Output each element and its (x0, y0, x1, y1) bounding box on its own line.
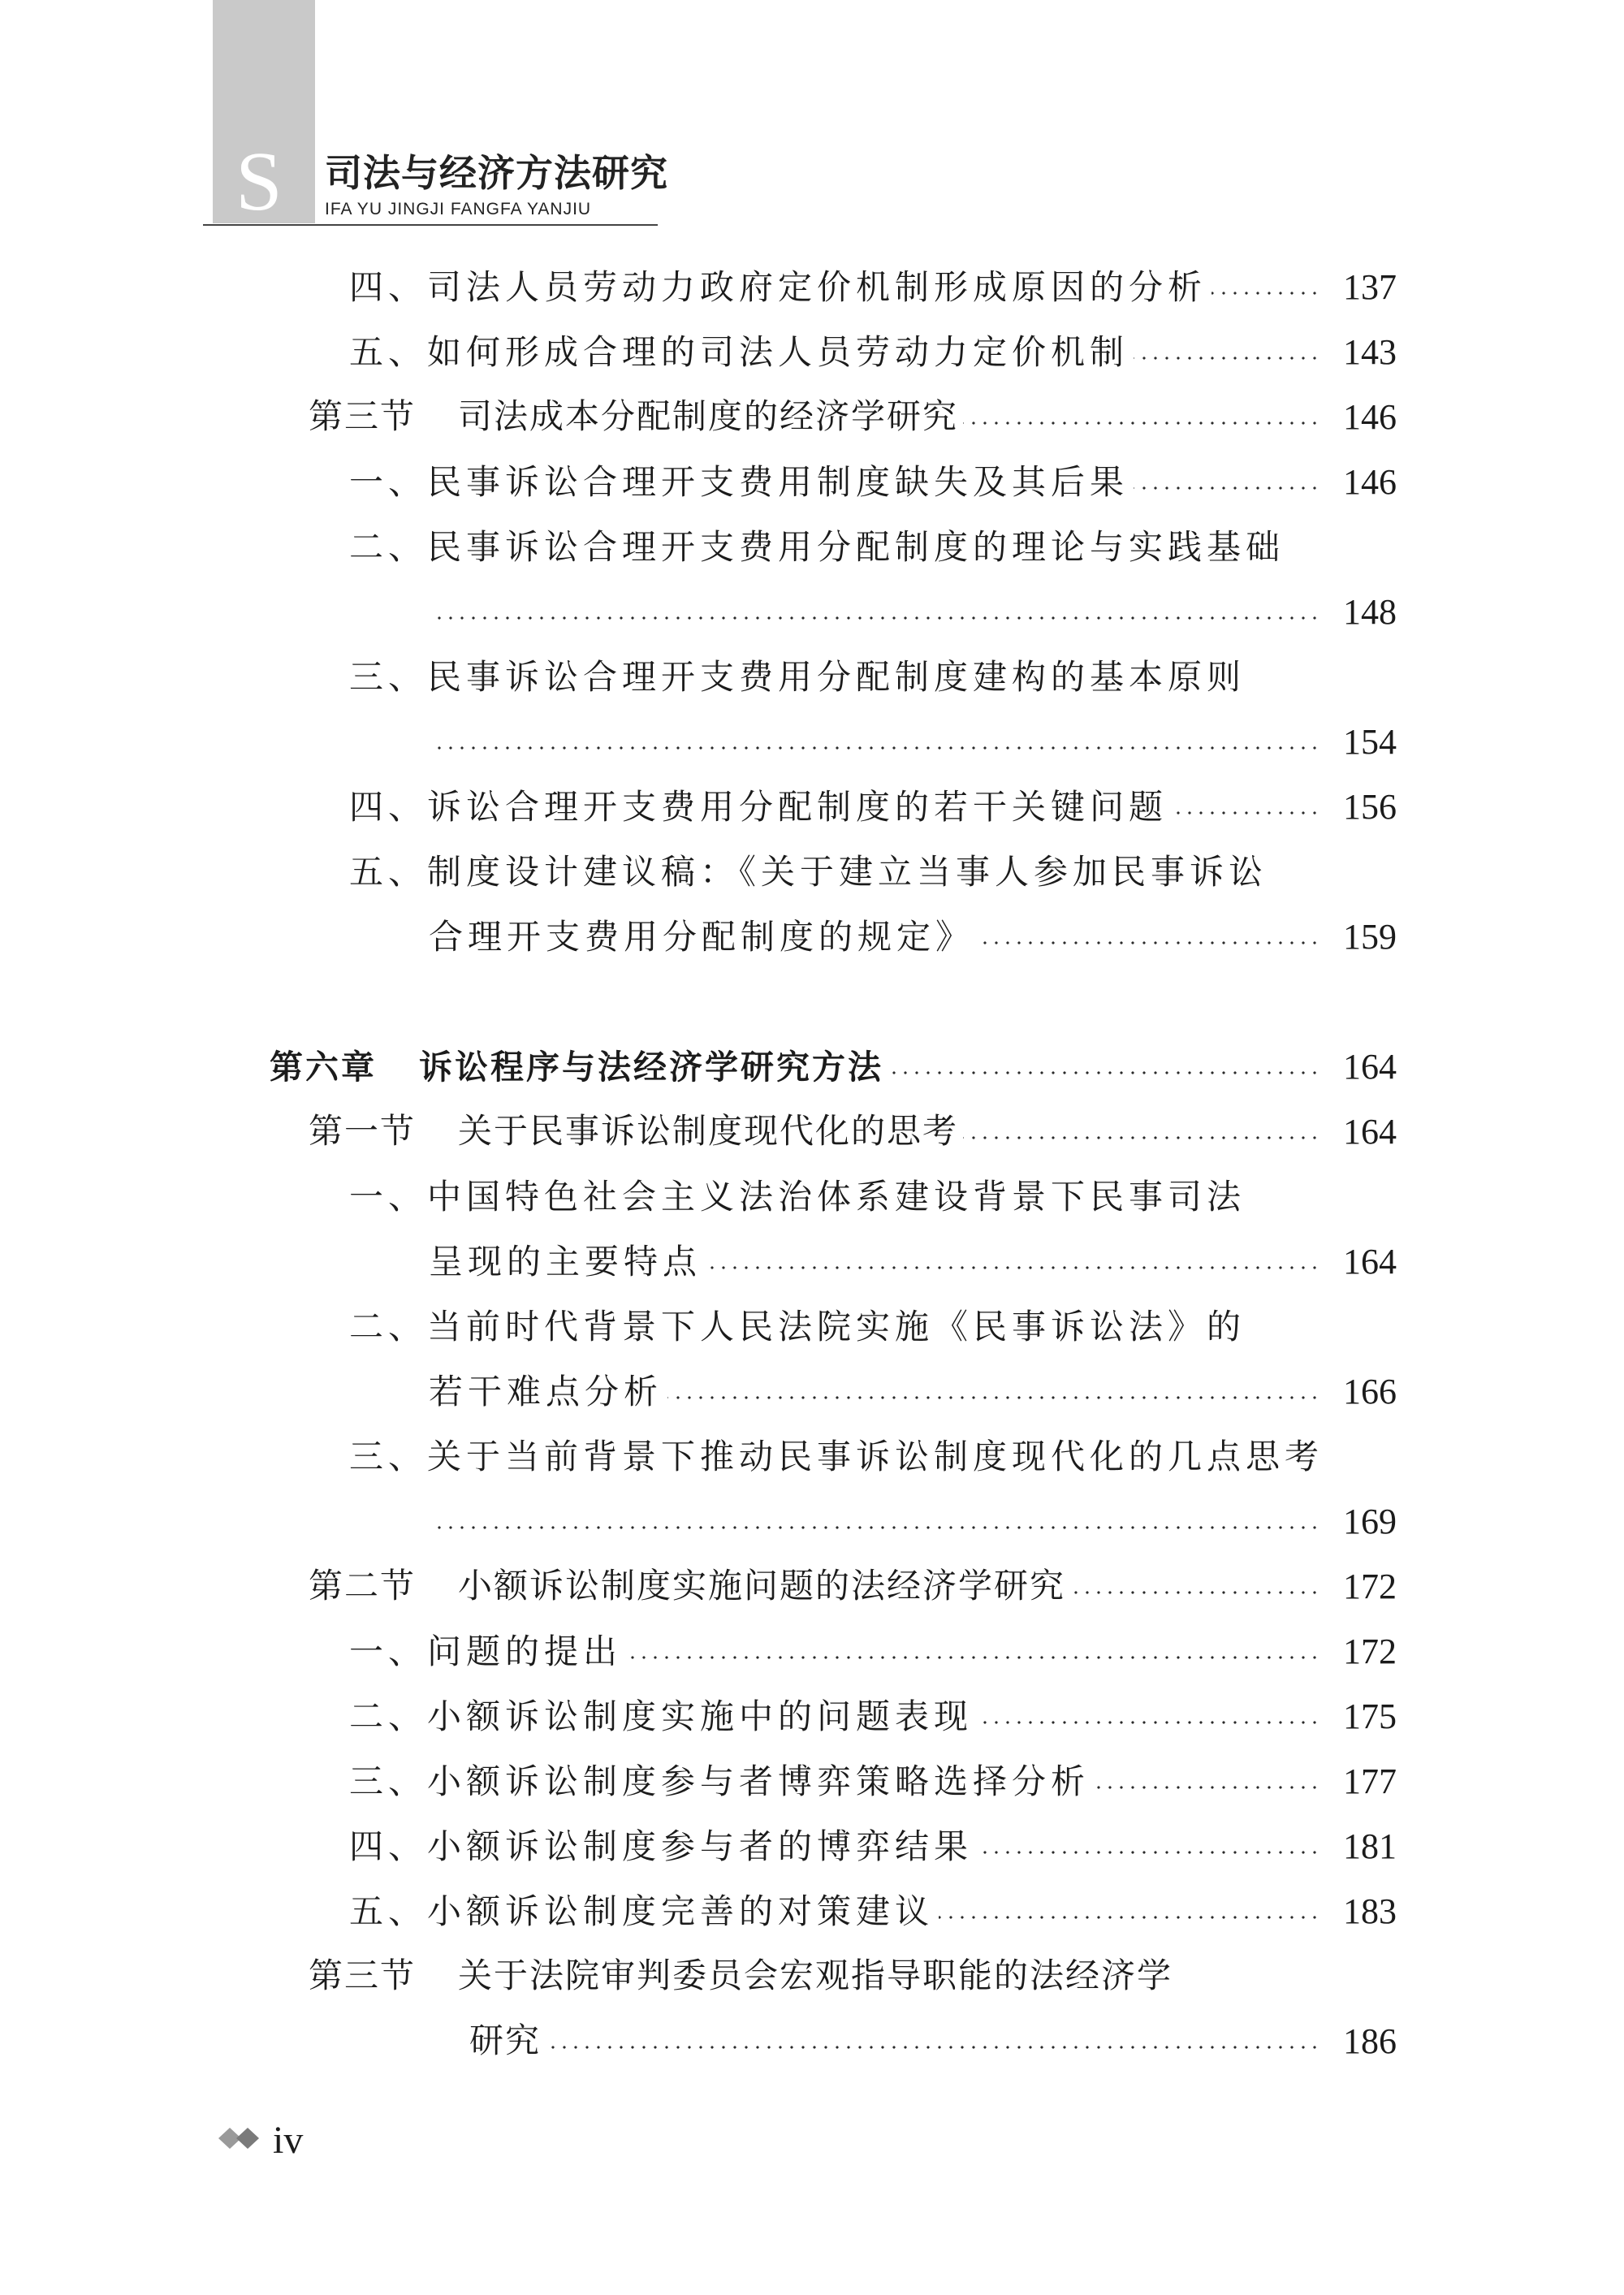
toc-entry-title (349, 849, 1268, 895)
toc-entry-title (349, 784, 1168, 830)
toc-entry-title (349, 330, 1129, 375)
toc-page-number: 156 (1343, 787, 1397, 827)
toc-entry-title (349, 265, 1207, 310)
toc-entry-title (349, 1434, 1324, 1480)
toc-entry-text: 合理开支费用分配制度的规定》 (429, 917, 975, 957)
toc-entry-item (349, 259, 1397, 316)
toc-entry-title (349, 1304, 1246, 1350)
toc-entry-text: 一、中国特色社会主义法治体系建设背景下民事司法 (349, 1177, 1246, 1217)
toc-entry-title (349, 655, 1246, 700)
toc-entry-item (349, 1818, 1397, 1875)
toc-entry-item (349, 1623, 1397, 1680)
toc-entry-cont (429, 1364, 1397, 1420)
dot-leader (434, 1526, 1320, 1529)
dot-leader (963, 1136, 1320, 1139)
toc-entry-text: 二、民事诉讼合理开支费用分配制度的理论与实践基础 (349, 527, 1285, 567)
toc-entry-item (349, 1169, 1397, 1225)
toc-entry-section (309, 389, 1397, 446)
toc-page-number: 177 (1343, 1761, 1397, 1801)
toc-entry-title (349, 460, 1129, 505)
dot-leader (963, 421, 1320, 425)
toc-entry-title (309, 1109, 958, 1155)
toc-entry-text: 四、司法人员劳动力政府定价机制形成原因的分析 (349, 267, 1207, 307)
dot-leader (1173, 811, 1320, 815)
chapter-number: 第六章 (270, 1048, 377, 1087)
toc-entry-text: 关于法院审判委员会宏观指导职能的法经济学 (458, 1958, 1173, 1995)
toc-entry-title (429, 914, 974, 960)
toc-page-number: 186 (1343, 2021, 1397, 2061)
toc-entry-title (349, 1824, 973, 1869)
dot-leader (1134, 357, 1320, 360)
dot-leader (939, 1916, 1320, 1919)
toc-entry-title (349, 1694, 973, 1740)
toc-entry-item (349, 649, 1397, 706)
running-header-subtitle: IFA YU JINGJI FANGFA YANJIU (325, 200, 592, 218)
toc-entry-cont (429, 714, 1397, 771)
toc-page-number: 166 (1343, 1372, 1397, 1411)
dot-leader (1095, 1786, 1320, 1789)
toc-entry-title (349, 1889, 934, 1934)
toc-entry-item (349, 1753, 1397, 1810)
toc-page-number: 159 (1343, 917, 1397, 957)
double-diamond-icon (217, 2124, 266, 2152)
toc-entry-title (469, 2019, 541, 2064)
toc-page-number: 181 (1343, 1826, 1397, 1866)
toc-entry-text: 呈现的主要特点 (429, 1242, 702, 1281)
toc-entry-item (349, 1428, 1397, 1485)
toc-entry-text: 五、如何形成合理的司法人员劳动力定价机制 (349, 332, 1129, 372)
dot-leader (978, 1851, 1320, 1854)
dot-leader (667, 1396, 1320, 1399)
toc-page-number: 154 (1343, 722, 1397, 762)
toc-entry-cont (429, 909, 1397, 966)
toc-page-number: 164 (1343, 1242, 1397, 1281)
section-number: 第三节 (309, 399, 417, 436)
toc-page-number: 172 (1343, 1632, 1397, 1671)
dot-leader (979, 941, 1320, 944)
running-header-title: 司法与经济方法研究 (325, 151, 668, 195)
dot-leader (434, 746, 1320, 750)
toc-entry-title (349, 1174, 1246, 1220)
toc-entry-title (309, 1954, 1173, 1999)
toc-entry-text: 司法成本分配制度的经济学研究 (458, 399, 959, 436)
toc-page-number: 146 (1343, 462, 1397, 502)
toc-entry-item (349, 519, 1397, 576)
toc-entry-text: 三、关于当前背景下推动民事诉讼制度现代化的几点思考 (349, 1437, 1324, 1476)
toc-entry-text: 诉讼程序与法经济学研究方法 (419, 1048, 883, 1087)
toc-entry-title (429, 1369, 663, 1415)
toc-entry-item (349, 324, 1397, 381)
toc-entry-text: 关于民事诉讼制度现代化的思考 (458, 1113, 959, 1151)
dot-leader (1070, 1591, 1320, 1594)
toc-page-number: 146 (1343, 397, 1397, 437)
toc-page-number: 183 (1343, 1891, 1397, 1931)
dot-leader (546, 2046, 1320, 2049)
toc-entry-item (349, 844, 1397, 901)
toc-entry-item (349, 779, 1397, 836)
dot-leader (1212, 292, 1320, 295)
toc-entry-text: 二、当前时代背景下人民法院实施《民事诉讼法》的 (349, 1307, 1246, 1346)
toc-entry-cont (429, 1234, 1397, 1290)
toc-entry-title (309, 395, 958, 440)
toc-entry-item (349, 1883, 1397, 1940)
toc-entry-text: 五、制度设计建议稿：《关于建立当事人参加民事诉讼 (349, 852, 1268, 892)
toc-page-number: 169 (1343, 1502, 1397, 1541)
toc-entry-text: 四、诉讼合理开支费用分配制度的若干关键问题 (349, 787, 1168, 827)
toc-entry-section (309, 1104, 1397, 1160)
toc-entry-text: 三、民事诉讼合理开支费用分配制度建构的基本原则 (349, 657, 1246, 697)
toc-entry-title (270, 1044, 883, 1090)
toc-page-number: 143 (1343, 332, 1397, 372)
toc-entry-text: 四、小额诉讼制度参与者的博弈结果 (349, 1826, 974, 1866)
toc-page-number: 164 (1343, 1112, 1397, 1152)
toc-page-number: 175 (1343, 1696, 1397, 1736)
toc-entry-cont (429, 1493, 1397, 1550)
dot-leader (1134, 486, 1320, 490)
toc-entry-chapter (270, 1039, 1397, 1096)
toc-entry-text: 二、小额诉讼制度实施中的问题表现 (349, 1696, 974, 1736)
toc-entry-title (349, 1629, 622, 1675)
toc-entry-item (349, 1688, 1397, 1745)
toc-page-number: 137 (1343, 267, 1397, 307)
dot-leader (888, 1071, 1320, 1074)
toc-entry-text: 五、小额诉讼制度完善的对策建议 (349, 1891, 935, 1931)
dot-leader (978, 1721, 1320, 1724)
dot-leader (627, 1656, 1320, 1659)
dot-leader (434, 616, 1320, 620)
section-number: 第二节 (309, 1568, 417, 1606)
toc-entry-text: 一、问题的提出 (349, 1632, 623, 1671)
section-number: 第一节 (309, 1113, 417, 1151)
toc-entry-text: 小额诉讼制度实施问题的法经济学研究 (458, 1568, 1066, 1606)
toc-entry-title (349, 525, 1285, 570)
toc-entry-title (349, 1759, 1090, 1804)
toc-page-number: 164 (1343, 1047, 1397, 1087)
toc-entry-section (309, 1558, 1397, 1615)
toc-entry-title (309, 1564, 1065, 1610)
toc-entry-text: 若干难点分析 (429, 1372, 663, 1411)
page-number: iv (273, 2119, 304, 2162)
toc-entry-cont (429, 584, 1397, 641)
header-initial-letter: S (235, 135, 283, 228)
dot-leader (706, 1266, 1320, 1269)
toc-entry-section (309, 1948, 1397, 2005)
section-number: 第三节 (309, 1958, 417, 1995)
toc-page-number: 172 (1343, 1567, 1397, 1606)
toc-entry-title (429, 1239, 702, 1285)
toc-entry-text: 三、小额诉讼制度参与者博弈策略选择分析 (349, 1761, 1091, 1801)
toc-page-number: 148 (1343, 592, 1397, 632)
toc-entry-text: 研究 (469, 2023, 542, 2060)
toc-entry-item (349, 1299, 1397, 1355)
toc-entry-text: 一、民事诉讼合理开支费用制度缺失及其后果 (349, 462, 1129, 502)
toc-entry-cont-section (469, 2013, 1397, 2070)
toc-entry-item (349, 454, 1397, 511)
